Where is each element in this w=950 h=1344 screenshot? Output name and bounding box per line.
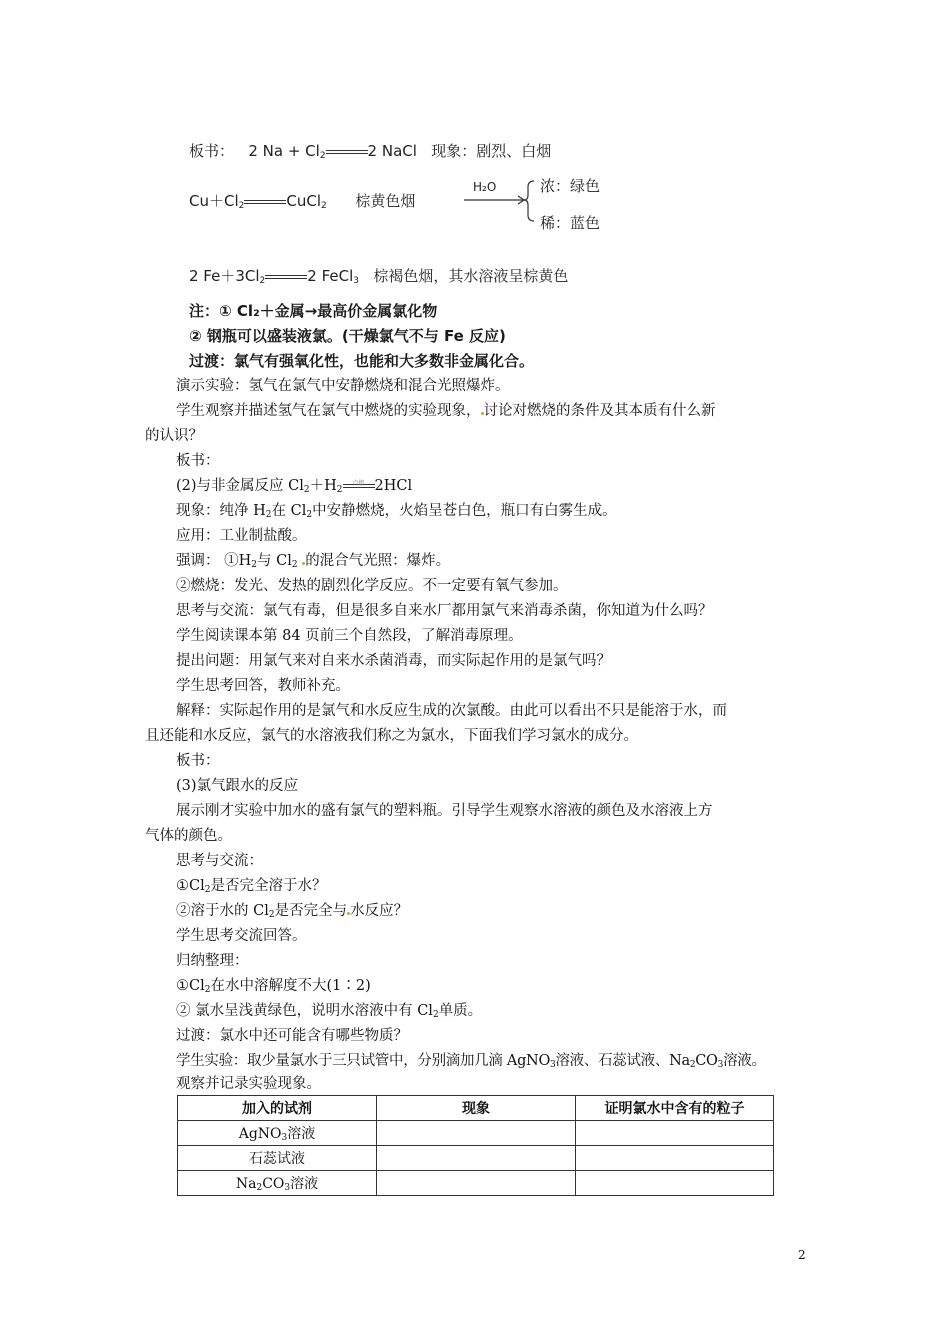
reagent-cell: $Na_2CO_3$溶液 xyxy=(178,1171,377,1196)
eq1-lhs: 2 Na + Cl xyxy=(248,142,320,160)
phenomenon-cell xyxy=(377,1171,576,1196)
h2o-arrow-brace xyxy=(462,175,542,225)
text-line: (2)与非金属反应 $Cl_2+H_2$ 点燃 2HCl xyxy=(176,478,413,495)
eq2-line xyxy=(189,190,415,211)
record-table xyxy=(177,1095,774,1196)
text-line: 学生阅读课本第 84 页前三个自然段，了解消毒原理。 xyxy=(176,628,523,644)
note-3: 过渡：氯气有强氧化性，也能和大多数非金属化合。 xyxy=(189,352,535,370)
concentrated-color: 浓：绿色 xyxy=(540,177,601,195)
text-line: 现象：纯净 $H_2$在 $Cl_2$中安静燃烧，火焰呈苍白色，瓶口有白雾生成。 xyxy=(176,503,617,520)
header-phenomenon: 现象 xyxy=(377,1096,576,1121)
subscript: 2 xyxy=(320,201,327,211)
subscript: 2 xyxy=(238,201,245,211)
h2o-label: H₂O xyxy=(473,180,497,194)
text-line: $①Cl_2$是否完全溶于水？ xyxy=(176,878,327,895)
reagent-cell: 石蕊试液 xyxy=(178,1146,377,1171)
header-reagent: 加入的试剂 xyxy=(178,1096,377,1121)
brace xyxy=(524,181,534,221)
note-1: 注：① Cl₂＋金属→最高价金属氯化物 xyxy=(189,302,438,320)
subscript: 2 xyxy=(259,276,266,286)
particles-cell xyxy=(576,1171,774,1196)
subscript: 3 xyxy=(353,276,360,286)
board-label: 板书： xyxy=(189,142,235,160)
reaction-arrow xyxy=(265,271,307,283)
text-line: 解释：实际起作用的是氯气和水反应生成的次氯酸。由此可以看出不只是能溶于水，而 xyxy=(176,703,727,719)
table-header-row xyxy=(178,1096,774,1121)
note-2: ② 钢瓶可以盛装液氯。(干燥氯气不与 Fe 反应) xyxy=(189,327,506,345)
subscript: 2 xyxy=(319,151,326,161)
reaction-arrow xyxy=(244,196,286,208)
eq3-phenomenon: 棕褐色烟，其水溶液呈棕黄色 xyxy=(373,267,569,285)
text-line: 板书： xyxy=(176,753,220,769)
text-line: (3)氯气跟水的反应 xyxy=(176,778,299,794)
dilute-color: 稀：蓝色 xyxy=(540,214,601,232)
text-line: 学生思考回答，教师补充。 xyxy=(176,678,350,694)
table-row xyxy=(178,1171,774,1196)
text-line: 提出问题：用氯气来对自来水杀菌消毒，而实际起作用的是氯气吗？ xyxy=(176,653,611,669)
text-line: 过渡：氯水中还可能含有哪些物质？ xyxy=(176,1028,408,1044)
text-line: 学生思考交流回答。 xyxy=(176,928,307,944)
eq2-lhs: Cu＋Cl xyxy=(189,192,239,210)
text-line: 归纳整理： xyxy=(176,953,249,969)
text-line: ②溶于水的 $Cl_2$是否完全与 水反应？ xyxy=(176,903,409,920)
text-line: 的认识？ xyxy=(145,428,203,444)
text-line: 学生观察并描述氢气在氯气中燃烧的实验现象， 讨论对燃烧的条件及其本质有什么新 xyxy=(176,403,716,419)
text-line: 气体的颜色。 xyxy=(145,828,232,844)
eq1-line xyxy=(189,140,551,161)
phenomenon-cell xyxy=(377,1121,576,1146)
eq2-phenomenon: 棕黄色烟 xyxy=(355,192,416,210)
reaction-arrow: 点燃 xyxy=(343,480,375,492)
page-number: 2 xyxy=(798,1248,806,1262)
text-line: 思考与交流： xyxy=(176,853,263,869)
eq2-rhs: CuCl xyxy=(286,192,321,210)
eq1-rhs: 2 NaCl xyxy=(367,142,417,160)
eq3-rhs: 2 FeCl xyxy=(307,267,354,285)
text-line: 强调： $①H_2$与 $Cl_2$ 的混合气光照：爆炸。 xyxy=(176,553,451,570)
text-line: 且还能和水反应，氯气的水溶液我们称之为氯水，下面我们学习氯水的成分。 xyxy=(145,728,638,744)
text-line: 学生实验：取少量氯水于三只试管中，分别滴加几滴 AgNO$_3$溶液、石蕊试液、$Na_2CO_3$溶液。 xyxy=(176,1053,766,1070)
reaction-arrow xyxy=(326,146,368,158)
text-line: 展示刚才实验中加水的盛有氯气的塑料瓶。引导学生观察水溶液的颜色及水溶液上方 xyxy=(176,803,713,819)
table-row xyxy=(178,1146,774,1171)
table-row xyxy=(178,1121,774,1146)
text-line: 板书： xyxy=(176,453,220,469)
phenomenon-cell xyxy=(377,1146,576,1171)
text-line: 应用：工业制盐酸。 xyxy=(176,528,307,544)
reagent-cell: AgNO$_3$溶液 xyxy=(178,1121,377,1146)
eq3-lhs: 2 Fe＋3Cl xyxy=(189,267,260,285)
header-particles: 证明氯水中含有的粒子 xyxy=(576,1096,774,1121)
particles-cell xyxy=(576,1146,774,1171)
text-line: $①Cl_2$在水中溶解度不大(1∶2) xyxy=(176,978,371,995)
text-line: 演示实验：氢气在氯气中安静燃烧和混合光照爆炸。 xyxy=(176,378,510,394)
text-line: 观察并记录实验现象。 xyxy=(176,1076,321,1092)
text-line: ② 氯水呈浅黄绿色，说明水溶液中有 $Cl_2$单质。 xyxy=(176,1003,483,1020)
text-line: 思考与交流：氯气有毒，但是很多自来水厂都用氯气来消毒杀菌，你知道为什么吗？ xyxy=(176,603,713,619)
text-line: ②燃烧：发光、发热的剧烈化学反应。不一定要有氧气参加。 xyxy=(176,578,568,594)
eq3-line xyxy=(189,265,568,286)
particles-cell xyxy=(576,1121,774,1146)
eq1-phenomenon: 现象：剧烈、白烟 xyxy=(431,142,552,160)
